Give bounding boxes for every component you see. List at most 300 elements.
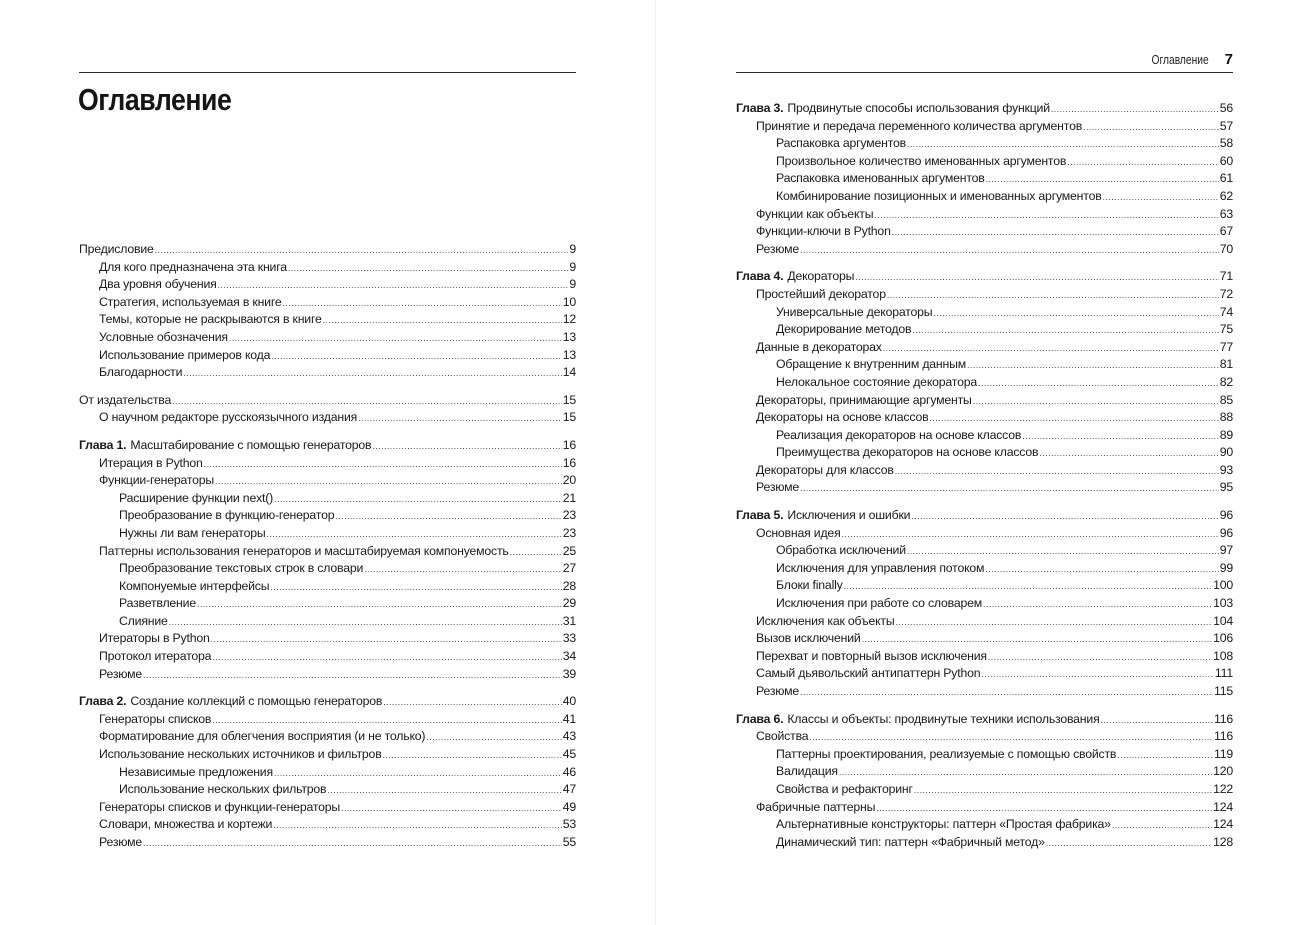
dot-leader: [358, 410, 562, 428]
entry-page-number: 9: [569, 259, 576, 274]
entry-title-text: Компонуемые интерфейсы: [119, 578, 270, 593]
toc-chapter-entry[interactable]: [79, 392, 576, 410]
dot-leader: [800, 480, 1219, 498]
entry-title-text: Универсальные декораторы: [776, 304, 933, 319]
entry-title: [776, 816, 1111, 834]
toc-section-entry[interactable]: [79, 834, 576, 852]
dot-leader: [800, 242, 1219, 260]
entry-title-text: Создание коллекций с помощью генераторов: [130, 694, 383, 709]
chapter-label: Глава 5.: [736, 508, 784, 523]
entry-title: [119, 525, 266, 543]
entry-title: [756, 409, 928, 427]
entry-title: [776, 153, 1066, 171]
entry-page-number: 15: [562, 392, 576, 407]
chapter-label: Глава 1.: [79, 437, 127, 452]
entry-page-number: 85: [1219, 392, 1233, 407]
entry-title-text: Протокол итератора: [99, 649, 212, 664]
toc-section-entry[interactable]: [736, 223, 1233, 241]
entry-page-number: 55: [562, 835, 576, 849]
toc-section-entry[interactable]: [79, 648, 576, 666]
toc-subsection-entry[interactable]: [736, 356, 1233, 374]
dot-leader: [270, 579, 561, 597]
toc-right: [736, 100, 1233, 861]
toc-subsection-entry[interactable]: [79, 560, 576, 578]
entry-title: [776, 781, 913, 799]
entry-page-number: 57: [1219, 118, 1233, 133]
entry-title-text: Использование нескольких источников и фильтров: [99, 747, 382, 762]
entry-title-text: Произвольное количество именованных аргументов: [776, 153, 1067, 168]
entry-title-text: Условные обозначения: [99, 329, 228, 344]
dot-leader: [892, 224, 1219, 242]
entry-page-number: 33: [562, 631, 576, 646]
toc-section-entry[interactable]: [736, 683, 1233, 701]
entry-title: [119, 507, 334, 525]
entry-page-number: 71: [1219, 269, 1233, 284]
entry-page-number: 12: [562, 312, 576, 327]
entry-title: [776, 188, 1102, 206]
entry-title: [776, 577, 843, 595]
entry-title-text: Нелокальное состояние декоратора: [776, 374, 977, 389]
dot-leader: [1046, 835, 1212, 853]
entry-title: [99, 329, 228, 347]
dot-leader: [983, 596, 1212, 614]
toc-section-entry[interactable]: [79, 799, 576, 817]
entry-title: [776, 321, 911, 339]
entry-title-text: Благодарности: [99, 365, 183, 380]
entry-page-number: 39: [562, 666, 576, 681]
toc-subsection-entry[interactable]: [736, 781, 1233, 799]
toc-subsection-entry[interactable]: [79, 595, 576, 613]
entry-title-text: Два уровня обучения: [99, 277, 217, 292]
entry-page-number: 9: [569, 277, 576, 292]
entry-page-number: 40: [562, 694, 576, 709]
toc-section-entry[interactable]: [736, 613, 1233, 631]
dot-leader: [883, 340, 1219, 358]
entry-page-number: 28: [562, 578, 576, 593]
dot-leader: [929, 410, 1218, 428]
dot-leader: [1022, 428, 1218, 446]
page-number: 7: [1224, 51, 1233, 68]
entry-title-text: От издательства: [79, 392, 172, 407]
entry-page-number: 23: [562, 525, 576, 540]
entry-title-text: Разветвление: [119, 596, 196, 611]
toc-section-entry[interactable]: [79, 259, 576, 277]
entry-title-text: Основная идея: [756, 525, 841, 540]
dot-leader: [169, 614, 562, 632]
entry-title: [756, 613, 895, 631]
toc-subsection-entry[interactable]: [736, 577, 1233, 595]
entry-title: [736, 100, 1050, 118]
toc-section-entry[interactable]: [79, 746, 576, 764]
toc-subsection-entry[interactable]: [736, 321, 1233, 339]
entry-page-number: 120: [1213, 764, 1233, 779]
dot-leader: [229, 330, 562, 348]
dot-leader: [273, 817, 562, 835]
dot-leader: [1083, 119, 1219, 137]
toc-chapter-entry[interactable]: [79, 693, 576, 711]
dot-leader: [274, 765, 562, 783]
entry-page-number: 75: [1219, 322, 1233, 337]
entry-page-number: 104: [1213, 613, 1233, 628]
entry-title: [99, 347, 270, 365]
entry-page-number: 46: [562, 764, 576, 779]
entry-title: [736, 507, 910, 525]
entry-page-number: 56: [1219, 101, 1233, 115]
toc-section-entry[interactable]: [736, 462, 1233, 480]
dot-leader: [364, 561, 562, 579]
toc-section-entry[interactable]: [79, 276, 576, 294]
entry-page-number: 124: [1213, 799, 1233, 814]
entry-title: [99, 834, 142, 852]
toc-subsection-entry[interactable]: [736, 834, 1233, 852]
entry-title-text: Генераторы списков: [99, 711, 212, 726]
toc-subsection-entry[interactable]: [79, 613, 576, 631]
entry-title-text: Валидация: [776, 764, 838, 779]
entry-title: [99, 311, 322, 329]
chapter-label: Глава 4.: [736, 269, 784, 284]
toc-subsection-entry[interactable]: [736, 746, 1233, 764]
entry-title-text: Форматирование для облегчения восприятия (и не только): [99, 729, 426, 744]
entry-title-text: Итерация в Python: [99, 455, 203, 470]
entry-title-text: Распаковка аргументов: [776, 136, 906, 151]
toc-section-entry[interactable]: [79, 816, 576, 834]
toc-section-entry[interactable]: [79, 630, 576, 648]
dot-leader: [914, 782, 1212, 800]
entry-title: [776, 444, 1038, 462]
entry-title: [776, 542, 906, 560]
entry-page-number: 10: [562, 294, 576, 309]
entry-title: [119, 595, 196, 613]
entry-title-text: Генераторы списков и функции-генераторы: [99, 799, 341, 814]
entry-page-number: 74: [1219, 304, 1233, 319]
toc-section-entry[interactable]: [79, 329, 576, 347]
toc-chapter-entry[interactable]: [736, 711, 1233, 729]
entry-title-text: Преобразование текстовых строк в словари: [119, 561, 364, 576]
toc-subsection-entry[interactable]: [736, 153, 1233, 171]
entry-page-number: 96: [1219, 525, 1233, 540]
dot-leader: [383, 747, 562, 765]
entry-title-text: Расширение функции next(): [119, 490, 274, 505]
toc-section-entry[interactable]: [736, 206, 1233, 224]
dot-leader: [800, 684, 1213, 702]
entry-page-number: 61: [1219, 171, 1233, 186]
dot-leader: [874, 207, 1218, 225]
entry-title-text: Распаковка именованных аргументов: [776, 171, 985, 186]
toc-section-entry[interactable]: [79, 543, 576, 561]
entry-title-text: Стратегия, используемая в книге: [99, 294, 282, 309]
toc-subsection-entry[interactable]: [736, 427, 1233, 445]
entry-title-text: Принятие и передача переменного количества аргументов: [756, 118, 1083, 133]
entry-title: [756, 525, 841, 543]
entry-page-number: 16: [562, 437, 576, 452]
toc-section-entry[interactable]: [79, 711, 576, 729]
toc-chapter-entry[interactable]: [79, 437, 576, 455]
entry-title: [756, 479, 799, 497]
entry-title: [99, 364, 182, 382]
entry-page-number: 93: [1219, 462, 1233, 477]
entry-title: [776, 834, 1045, 852]
entry-page-number: 23: [562, 508, 576, 523]
toc-section: [79, 437, 576, 683]
entry-page-number: 100: [1213, 578, 1233, 593]
dot-leader: [204, 456, 562, 474]
entry-title-text: Функции как объекты: [756, 206, 874, 221]
toc-subsection-entry[interactable]: [736, 816, 1233, 834]
dot-leader: [988, 649, 1212, 667]
entry-title-text: Преимущества декораторов на основе классов: [776, 445, 1039, 460]
entry-title-text: Динамический тип: паттерн «Фабричный метод»: [776, 834, 1045, 849]
entry-title: [776, 304, 932, 322]
entry-page-number: 70: [1219, 241, 1233, 256]
dot-leader: [1117, 747, 1213, 765]
dot-leader: [978, 375, 1219, 393]
entry-title-text: Перехват и повторный вызов исключения: [756, 648, 987, 663]
entry-title-text: Декораторы, принимающие аргументы: [756, 392, 972, 407]
toc-section-entry[interactable]: [79, 472, 576, 490]
entry-title-text: Декорирование методов: [776, 322, 912, 337]
top-rule: [79, 72, 576, 73]
dot-leader: [862, 631, 1213, 649]
dot-leader: [271, 348, 561, 366]
entry-page-number: 58: [1219, 136, 1233, 151]
dot-leader: [876, 800, 1212, 818]
entry-page-number: 108: [1213, 648, 1233, 663]
entry-title-text: Резюме: [99, 666, 143, 681]
dot-leader: [1051, 101, 1219, 119]
dot-leader: [372, 438, 561, 456]
toc-section-entry[interactable]: [79, 311, 576, 329]
entry-title-text: Комбинирование позиционных и именованных аргументов: [776, 188, 1102, 203]
dot-leader: [143, 667, 562, 685]
dot-leader: [212, 649, 561, 667]
entry-title-text: Функции-генераторы: [99, 473, 215, 488]
entry-title: [756, 118, 1082, 136]
toc-subsection-entry[interactable]: [79, 781, 576, 799]
dot-leader: [155, 242, 569, 260]
toc-section-entry[interactable]: [736, 665, 1233, 683]
entry-title-text: Фабричные паттерны: [756, 799, 876, 814]
entry-title-text: Простейший декоратор: [756, 286, 886, 301]
toc-subsection-entry[interactable]: [79, 490, 576, 508]
entry-page-number: 13: [562, 347, 576, 362]
toc-section-entry[interactable]: [736, 648, 1233, 666]
entry-title-text: Классы и объекты: продвинутые техники использования: [787, 711, 1100, 726]
entry-page-number: 116: [1213, 711, 1233, 726]
entry-page-number: 21: [562, 490, 576, 505]
entry-page-number: 95: [1219, 480, 1233, 495]
entry-title: [99, 472, 214, 490]
dot-leader: [218, 277, 569, 295]
chapter-label: Глава 6.: [736, 711, 784, 726]
toc-section: [79, 392, 576, 427]
entry-title-text: Свойства и рефакторинг: [776, 781, 913, 796]
entry-title-text: Паттерны использования генераторов и масштабируемая компонуемость: [99, 543, 509, 558]
toc-chapter-entry[interactable]: [736, 507, 1233, 525]
entry-title-text: Итераторы в Python: [99, 631, 210, 646]
entry-title-text: Масштабирование с помощью генераторов: [130, 437, 372, 452]
toc-subsection-entry[interactable]: [79, 525, 576, 543]
entry-title-text: Продвинутые способы использования функций: [787, 101, 1050, 115]
running-head: [1139, 51, 1233, 68]
entry-title-text: Резюме: [756, 241, 800, 256]
toc-section-entry[interactable]: [736, 339, 1233, 357]
entry-title-text: Резюме: [756, 480, 800, 495]
toc-section-entry[interactable]: [79, 728, 576, 746]
entry-title: [756, 392, 972, 410]
toc-section-entry[interactable]: [736, 728, 1233, 746]
toc-subsection-entry[interactable]: [736, 595, 1233, 613]
entry-title-text: Декораторы: [787, 269, 855, 284]
entry-page-number: 16: [562, 455, 576, 470]
dot-leader: [933, 305, 1218, 323]
entry-title: [756, 665, 980, 683]
dot-leader: [981, 666, 1214, 684]
entry-title: [119, 764, 273, 782]
dot-leader: [855, 269, 1218, 287]
entry-title: [756, 462, 894, 480]
entry-page-number: 90: [1219, 445, 1233, 460]
entry-title-text: Свойства: [756, 729, 809, 744]
entry-page-number: 119: [1213, 746, 1233, 761]
right-page: [655, 0, 1309, 925]
dot-leader: [911, 508, 1218, 526]
toc-subsection-entry[interactable]: [736, 374, 1233, 392]
entry-title: [79, 392, 171, 410]
dot-leader: [844, 578, 1212, 596]
toc-section-entry[interactable]: [736, 630, 1233, 648]
entry-title-text: Обработка исключений: [776, 543, 906, 558]
dot-leader: [283, 295, 562, 313]
entry-title: [736, 711, 1100, 729]
entry-page-number: 27: [562, 561, 576, 576]
entry-title-text: Альтернативные конструкторы: паттерн «Простая фабрика»: [776, 817, 1111, 832]
entry-title: [119, 781, 326, 799]
toc-subsection-entry[interactable]: [736, 170, 1233, 188]
toc-chapter-entry[interactable]: [736, 100, 1233, 118]
toc-section-entry[interactable]: [736, 392, 1233, 410]
entry-page-number: 63: [1219, 206, 1233, 221]
toc-subsection-entry[interactable]: [79, 507, 576, 525]
entry-page-number: 13: [562, 329, 576, 344]
entry-title: [776, 170, 985, 188]
entry-title: [99, 816, 272, 834]
dot-leader: [335, 508, 561, 526]
entry-title: [776, 374, 977, 392]
dot-leader: [426, 729, 561, 747]
entry-page-number: 115: [1213, 684, 1233, 698]
dot-leader: [907, 136, 1219, 154]
entry-title-text: Предисловие: [79, 242, 154, 256]
entry-page-number: 81: [1219, 357, 1233, 372]
dot-leader: [183, 365, 561, 383]
toc-section-entry[interactable]: [736, 409, 1233, 427]
entry-title: [99, 728, 425, 746]
entry-title: [119, 560, 363, 578]
entry-title: [756, 630, 861, 648]
toc-section-entry[interactable]: [79, 347, 576, 365]
entry-title-text: Исключения при работе со словарем: [776, 596, 983, 611]
entry-page-number: 29: [562, 596, 576, 611]
toc-section-entry[interactable]: [79, 364, 576, 382]
dot-leader: [215, 473, 562, 491]
entry-title: [99, 455, 203, 473]
entry-title: [756, 241, 799, 259]
dot-leader: [907, 543, 1219, 561]
entry-title: [756, 339, 882, 357]
entry-title: [79, 693, 382, 711]
dot-leader: [986, 171, 1219, 189]
entry-title: [99, 711, 211, 729]
toc-section-entry[interactable]: [79, 409, 576, 427]
entry-page-number: 99: [1219, 560, 1233, 575]
toc-section-entry[interactable]: [736, 286, 1233, 304]
dot-leader: [212, 712, 561, 730]
dot-leader: [1103, 189, 1219, 207]
dot-leader: [985, 561, 1218, 579]
toc-subsection-entry[interactable]: [736, 304, 1233, 322]
toc-section-entry[interactable]: [736, 799, 1233, 817]
toc-subsection-entry[interactable]: [736, 135, 1233, 153]
entry-page-number: 43: [562, 729, 576, 744]
toc-section-entry[interactable]: [736, 525, 1233, 543]
dot-leader: [896, 614, 1213, 632]
toc-subsection-entry[interactable]: [736, 444, 1233, 462]
toc-chapter-entry[interactable]: [79, 241, 576, 259]
entry-title: [756, 728, 808, 746]
toc-section-entry[interactable]: [79, 666, 576, 684]
entry-page-number: 96: [1219, 508, 1233, 523]
entry-title: [99, 259, 287, 277]
toc-section-entry[interactable]: [736, 241, 1233, 259]
entry-title: [79, 241, 154, 259]
toc-subsection-entry[interactable]: [736, 763, 1233, 781]
entry-title: [99, 630, 210, 648]
entry-page-number: 9: [569, 242, 576, 256]
entry-title: [756, 206, 873, 224]
entry-title: [776, 746, 1116, 764]
toc-section-entry[interactable]: [736, 479, 1233, 497]
dot-leader: [809, 729, 1213, 747]
dot-leader: [341, 800, 562, 818]
entry-title: [99, 409, 357, 427]
toc-section: [79, 693, 576, 851]
chapter-label: Глава 3.: [736, 101, 784, 115]
entry-title-text: Резюме: [99, 835, 143, 849]
dot-leader: [510, 544, 562, 562]
entry-title: [756, 683, 799, 701]
toc-section-entry[interactable]: [79, 455, 576, 473]
dot-leader: [912, 322, 1218, 340]
toc-chapter-entry[interactable]: [736, 268, 1233, 286]
toc-subsection-entry[interactable]: [736, 542, 1233, 560]
entry-title-text: Использование примеров кода: [99, 347, 271, 362]
toc-subsection-entry[interactable]: [79, 578, 576, 596]
entry-title: [99, 543, 509, 561]
toc-subsection-entry[interactable]: [736, 188, 1233, 206]
entry-page-number: 31: [562, 613, 576, 628]
entry-title: [99, 294, 282, 312]
entry-page-number: 111: [1214, 666, 1233, 681]
toc-section-entry[interactable]: [79, 294, 576, 312]
entry-title: [99, 276, 217, 294]
toc-section: [736, 268, 1233, 497]
toc-subsection-entry[interactable]: [736, 560, 1233, 578]
entry-page-number: 116: [1213, 729, 1233, 744]
toc-section-entry[interactable]: [736, 118, 1233, 136]
toc-subsection-entry[interactable]: [79, 764, 576, 782]
entry-page-number: 60: [1219, 153, 1233, 168]
entry-title-text: О научном редакторе русскоязычного издания: [99, 410, 358, 425]
